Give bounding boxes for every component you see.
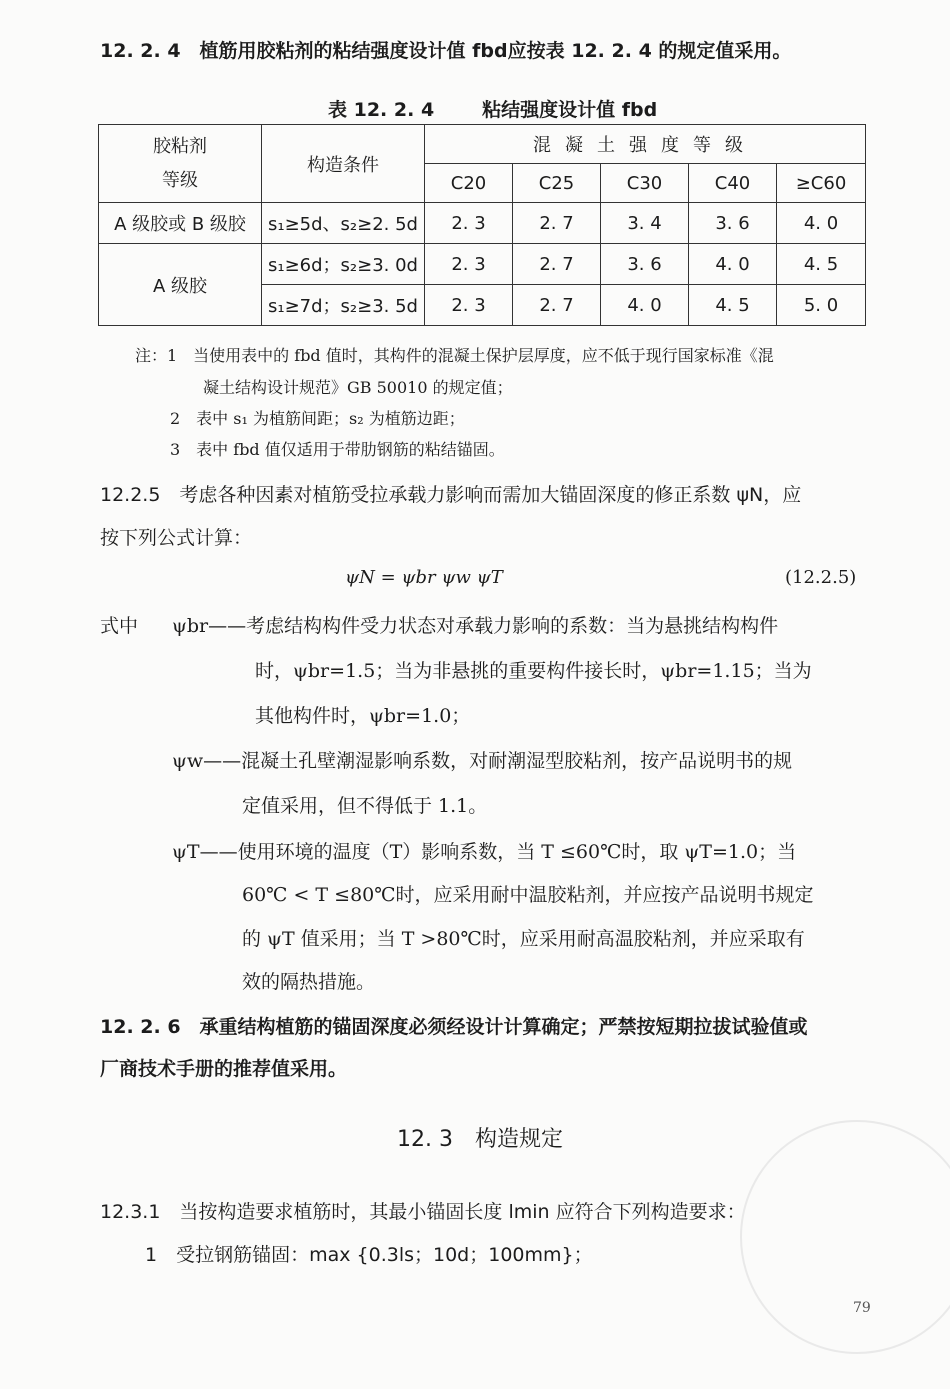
condition-cell: s₁≥6d；s₂≥3. 0d xyxy=(262,244,425,285)
equation-number: (12.2.5) xyxy=(785,567,857,588)
clause-12-2-5-line-2: 按下列公式计算： xyxy=(100,527,253,549)
clause-12-2-6-line-2: 厂商技术手册的推荐值采用。 xyxy=(100,1058,348,1080)
value-cell: 3. 6 xyxy=(689,203,777,244)
value-cell: 2. 3 xyxy=(425,285,513,326)
section-number: 12. 3 xyxy=(397,1127,453,1152)
bond-strength-table xyxy=(98,124,866,326)
grade-cell: C25 xyxy=(513,164,601,203)
clause-12-3-1-item-1: 1 受拉钢筋锚固：max {0.3ls；10d；100mm}； xyxy=(145,1244,593,1266)
table-row xyxy=(99,244,866,285)
psi-t-line-4: 效的隔热措施。 xyxy=(242,971,376,993)
grade-cell: C30 xyxy=(601,164,689,203)
value-cell: 4. 0 xyxy=(601,285,689,326)
section-title: 构造规定 xyxy=(474,1127,563,1152)
psi-br-line-3: 其他构件时，ψbr=1.0； xyxy=(255,705,471,727)
table-caption xyxy=(328,95,657,122)
grade-cell: ≥C60 xyxy=(777,164,866,203)
table-caption-number: 表 12. 2. 4 xyxy=(328,99,435,121)
value-cell: 3. 4 xyxy=(601,203,689,244)
header-construction-condition: 构造条件 xyxy=(262,125,425,203)
adhesive-cell: A 级胶或 B 级胶 xyxy=(99,203,262,244)
psi-br-line-1: ψbr——考虑结构构件受力状态对承载力影响的系数：当为悬挑结构构件 xyxy=(172,615,779,637)
note-3: 3 表中 fbd 值仅适用于带肋钢筋的粘结锚固。 xyxy=(170,440,505,459)
clause-12-3-1-line-1: 12.3.1 当按构造要求植筋时，其最小锚固长度 lmin 应符合下列构造要求： xyxy=(100,1201,746,1223)
condition-cell: s₁≥7d；s₂≥3. 5d xyxy=(262,285,425,326)
value-cell: 3. 6 xyxy=(601,244,689,285)
where-label: 式中 xyxy=(100,615,139,637)
psi-t-line-2: 60℃ < T ≤80℃时，应采用耐中温胶粘剂，并应按产品说明书规定 xyxy=(242,884,814,906)
grade-cell: C20 xyxy=(425,164,513,203)
value-cell: 4. 0 xyxy=(689,244,777,285)
table-row xyxy=(99,203,866,244)
value-cell: 2. 7 xyxy=(513,203,601,244)
value-cell: 4. 0 xyxy=(777,203,866,244)
table-caption-title: 粘结强度设计值 fbd xyxy=(482,99,658,121)
psi-br-line-2: 时，ψbr=1.5；当为非悬挑的重要构件接长时，ψbr=1.15；当为 xyxy=(255,660,812,682)
header-adhesive-grade: 胶粘剂 等级 xyxy=(99,125,262,203)
psi-w-line-2: 定值采用，但不得低于 1.1。 xyxy=(242,795,488,817)
value-cell: 2. 7 xyxy=(513,244,601,285)
value-cell: 2. 3 xyxy=(425,203,513,244)
value-cell: 5. 0 xyxy=(777,285,866,326)
value-cell: 4. 5 xyxy=(777,244,866,285)
psi-w-line-1: ψw——混凝土孔壁潮湿影响系数，对耐潮湿型胶粘剂，按产品说明书的规 xyxy=(172,750,793,772)
clause-12-2-4: 12. 2. 4 植筋用胶粘剂的粘结强度设计值 fbd应按表 12. 2. 4 的规定值采用。 xyxy=(100,40,792,62)
grade-cell: C40 xyxy=(689,164,777,203)
condition-cell: s₁≥5d、s₂≥2. 5d xyxy=(262,203,425,244)
value-cell: 2. 3 xyxy=(425,244,513,285)
section-heading-12-3 xyxy=(397,1122,563,1153)
formula-12-2-5: ψN = ψbr ψw ψT xyxy=(345,567,503,588)
clause-12-2-6-line-1: 12. 2. 6 承重结构植筋的锚固深度必须经设计计算确定；严禁按短期拉拔试验值或 xyxy=(100,1016,808,1038)
value-cell: 4. 5 xyxy=(689,285,777,326)
note-1-line-2: 凝土结构设计规范》GB 50010 的规定值； xyxy=(203,378,513,397)
clause-12-2-5-line-1: 12.2.5 考虑各种因素对植筋受拉承载力影响而需加大锚固深度的修正系数 ψN，应 xyxy=(100,484,802,506)
note-1-line-1: 注：1 当使用表中的 fbd 值时，其构件的混凝土保护层厚度，应不低于现行国家标准《混 xyxy=(135,346,774,365)
value-cell: 2. 7 xyxy=(513,285,601,326)
note-2: 2 表中 s₁ 为植筋间距；s₂ 为植筋边距； xyxy=(170,409,465,428)
faint-watermark-stamp xyxy=(740,1120,950,1354)
psi-t-line-1: ψT——使用环境的温度（T）影响系数，当 T ≤60℃时，取 ψT=1.0；当 xyxy=(172,841,797,863)
header-concrete-grade: 混凝土强度等级 xyxy=(425,125,866,164)
page-number: 79 xyxy=(853,1300,871,1316)
adhesive-cell: A 级胶 xyxy=(99,244,262,326)
psi-t-line-3: 的 ψT 值采用；当 T >80℃时，应采用耐高温胶粘剂，并应采取有 xyxy=(242,928,805,950)
